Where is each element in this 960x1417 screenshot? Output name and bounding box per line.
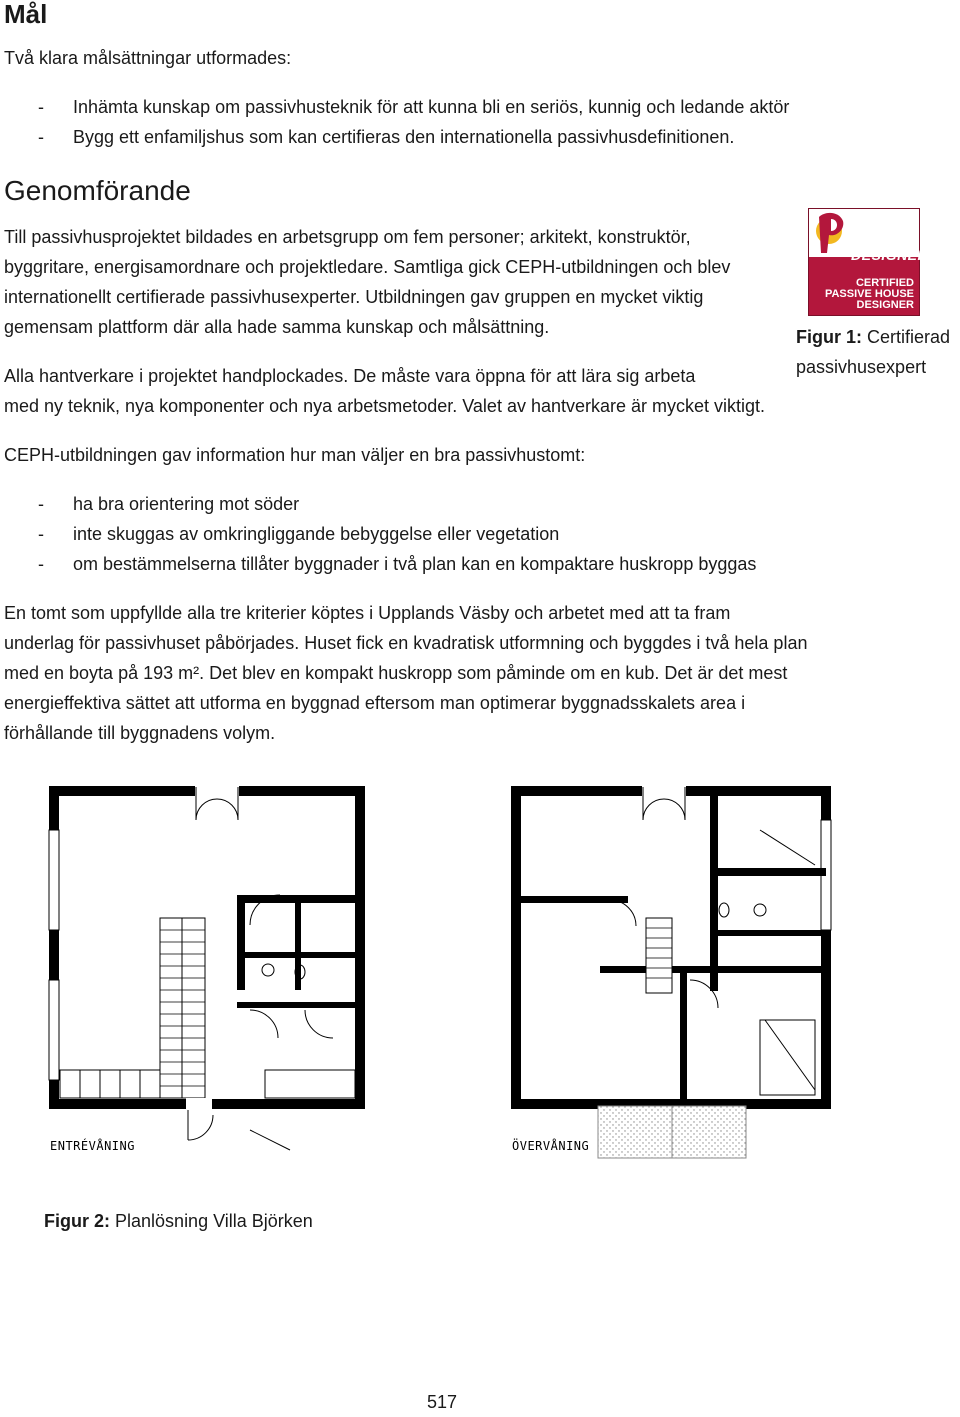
paragraph-line: förhållande till byggnadens volym. xyxy=(4,723,276,743)
stair-icon xyxy=(646,918,672,993)
list-item xyxy=(0,122,900,152)
plan-label-left: ENTRÉVÅNING xyxy=(50,1139,135,1153)
paragraph-line: energieffektiva sättet att utforma en byggnad eftersom man optimerar byggnadsskalets area i xyxy=(4,693,746,713)
bullet-dash: - xyxy=(38,127,44,147)
list-item xyxy=(0,519,900,549)
logo-sub-line: CERTIFIED xyxy=(855,277,914,289)
paragraph-line xyxy=(4,361,695,391)
paragraph-segment: internationellt certifierade passivhusexperter. xyxy=(4,287,361,307)
list-item xyxy=(0,489,900,519)
paragraph-line xyxy=(4,282,703,312)
list-item-text: Bygg ett enfamiljshus som kan certifieras den internationella passivhusdefinitionen. xyxy=(73,127,735,147)
page-number: 517 xyxy=(427,1392,458,1412)
paragraph-line: Till passivhusprojektet bildades en arbetsgrupp om fem personer; arkitekt, konstruktör, xyxy=(4,227,691,247)
figure2-label: Figur 2: xyxy=(44,1211,110,1231)
paragraph-line: med ny teknik, nya komponenter och nya arbetsmetoder. Valet av hantverkare är mycket viktigt. xyxy=(4,396,766,416)
figure1-label: Figur 1: xyxy=(796,327,862,347)
figure2-text: Planlösning Villa Björken xyxy=(115,1211,313,1231)
criteria-list xyxy=(0,489,900,579)
section-heading-mal: Mål xyxy=(4,0,48,29)
logo-sub-line: DESIGNER xyxy=(856,299,914,311)
bullet-dash: - xyxy=(38,97,44,117)
ceph-intro: CEPH-utbildningen gav information hur man väljer en bra passivhustomt: xyxy=(4,445,586,465)
list-item-text: om bestämmelserna tillåter byggnader i två plan kan en kompaktare huskropp byggas xyxy=(73,554,757,574)
paragraph-segment: Utbildningen gav gruppen en mycket viktig xyxy=(365,287,704,307)
section-heading-genomforande: Genomförande xyxy=(4,175,191,206)
list-item-text: inte skuggas av omkringliggande bebyggelse eller vegetation xyxy=(73,524,560,544)
paragraph-segment: Alla hantverkare i projektet handplockades. xyxy=(4,366,349,386)
list-item xyxy=(0,549,900,579)
stair-icon xyxy=(160,918,205,1098)
logo-word: DESIGNER xyxy=(851,247,929,263)
logo-subtitle xyxy=(814,278,914,311)
goals-intro: Två klara målsättningar utformades: xyxy=(4,48,292,68)
floor-plans-figure xyxy=(0,770,960,1170)
figure1-caption xyxy=(796,322,950,352)
paragraph-line: med en boyta på 193 m². Det blev en kompakt huskropp som påminde om en kub. Det är det mest xyxy=(4,663,788,683)
bullet-dash: - xyxy=(38,554,44,574)
bullet-dash: - xyxy=(38,494,44,514)
figure1-caption-line2: passivhusexpert xyxy=(796,357,927,377)
passive-house-designer-logo xyxy=(808,208,929,316)
goals-list xyxy=(0,92,900,152)
figure1-text: Certifierad xyxy=(867,327,951,347)
paragraph-line xyxy=(4,252,730,282)
list-item-text: ha bra orientering mot söder xyxy=(73,494,300,514)
paragraph-segment: byggritare, energisamordnare och projektledare. xyxy=(4,257,389,277)
list-item-text: Inhämta kunskap om passivhusteknik för att kunna bli en seriös, kunnig och ledande aktör xyxy=(73,97,790,117)
paragraph-segment: De måste vara öppna för att lära sig arbeta xyxy=(353,366,696,386)
figure2-caption xyxy=(44,1206,313,1236)
upper-floor-plan xyxy=(512,784,831,1158)
list-item xyxy=(0,92,900,122)
paragraph-line: En tomt som uppfyllde alla tre kriterier köptes i Upplands Väsby och arbetet med att ta fram xyxy=(4,603,731,623)
paragraph-segment: Samtliga gick CEPH-utbildningen och blev xyxy=(393,257,731,277)
paragraph-line: gemensam plattform där alla hade samma kunskap och målsättning. xyxy=(4,317,550,337)
plan-label-right: ÖVERVÅNING xyxy=(512,1139,590,1153)
paragraph-line: underlag för passivhuset påbörjades. Huset fick en kvadratisk utformning och byggdes i två hela plan xyxy=(4,633,808,653)
bullet-dash: - xyxy=(38,524,44,544)
ground-floor-plan xyxy=(49,784,360,1153)
logo-sub-line: PASSIVE HOUSE xyxy=(824,288,914,300)
